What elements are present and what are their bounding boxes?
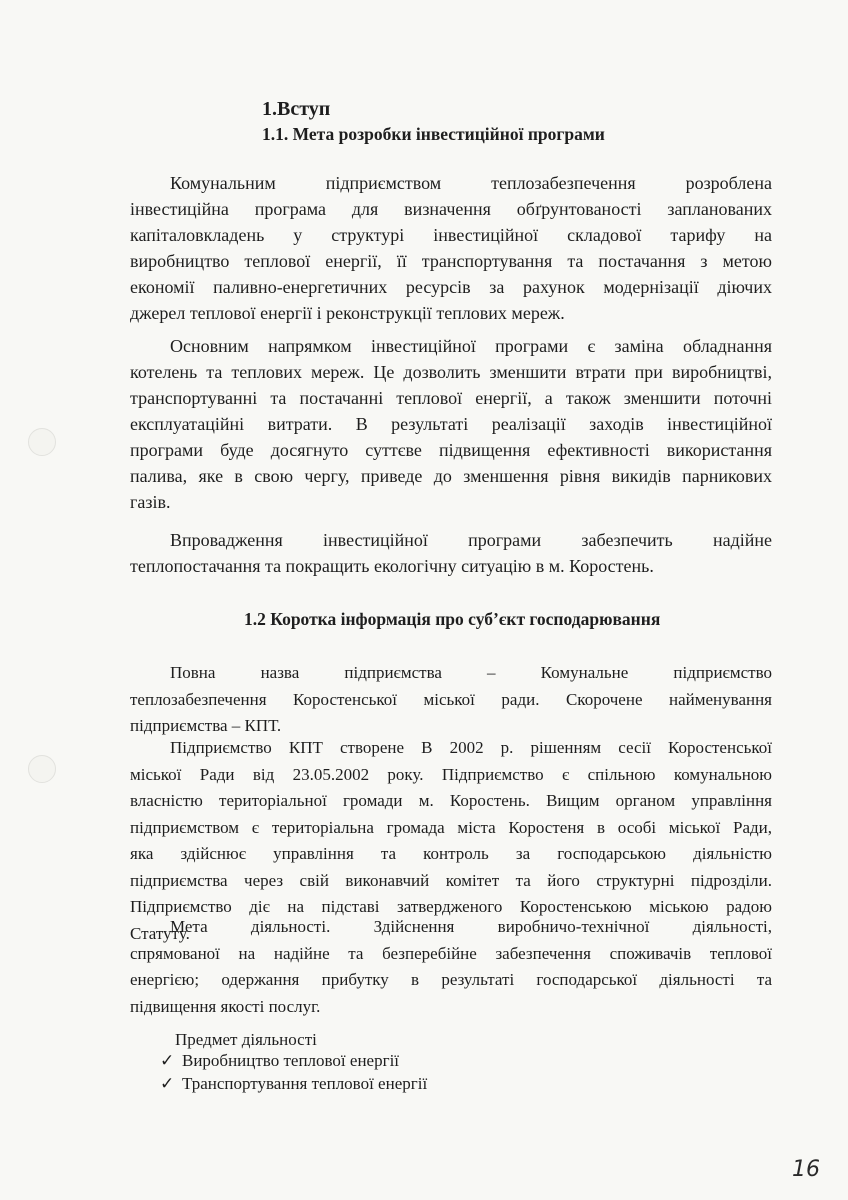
activity-subject-list <box>160 1049 427 1095</box>
text-line: Комунальним підприємством теплозабезпечення розроблена <box>170 173 772 193</box>
text-line: теплозабезпечення Коростенської міської ради. Скорочене найменування <box>130 689 772 709</box>
text-line: котелень та теплових мереж. Це дозволить зменшити втрати при виробництві, <box>130 362 772 382</box>
text-line: експлуатаційні витрати. В результаті реалізації заходів інвестиційної <box>130 414 772 434</box>
list-item-text: Виробництво теплової енергії <box>182 1051 400 1070</box>
text-line: підприємством є територіальна громада міста Коростеня в особі міської Ради, <box>130 817 772 837</box>
text-line: Статуту. <box>130 923 190 943</box>
check-icon: ✓ <box>160 1074 175 1093</box>
text-line: спрямованої на надійне та безперебійне забезпечення споживачів теплової <box>130 943 772 963</box>
text-line: виробництво теплової енергії, її транспортування та постачання з метою <box>130 251 772 271</box>
text-line: власністю територіальної громади м. Коростень. Вищим органом управління <box>130 791 772 810</box>
text-line: Основним напрямком інвестиційної програми є заміна обладнання <box>170 336 772 356</box>
text-line: газів. <box>130 492 171 512</box>
section-heading-1-2: 1.2 Коротка інформація про суб’єкт господарювання <box>244 609 661 629</box>
text-line: підприємства – КПТ. <box>130 716 282 735</box>
section-heading-main: 1.Вступ <box>262 98 331 120</box>
text-line: палива, яке в свою чергу, приведе до зменшення рівня викидів парникових <box>130 466 772 486</box>
paragraph <box>130 914 772 1020</box>
list-item <box>160 1049 427 1072</box>
activity-subject-label: Предмет діяльності <box>175 1030 317 1049</box>
text-line: Повна назва підприємства – Комунальне підприємство <box>170 663 772 682</box>
check-icon: ✓ <box>160 1051 175 1070</box>
list-item-text: Транспортування теплової енергії <box>182 1074 428 1093</box>
paragraph <box>130 333 772 515</box>
text-line: капіталовкладень у структурі інвестиційної складової тарифу на <box>130 225 772 245</box>
punch-hole <box>28 428 56 456</box>
text-line: теплопостачання та покращить екологічну ситуацію в м. Коростень. <box>130 556 654 576</box>
list-item <box>160 1072 427 1095</box>
text-line: Впровадження інвестиційної програми забезпечить надійне <box>170 530 772 550</box>
paragraph <box>130 527 772 579</box>
text-line: енергією; одержання прибутку в результаті господарської діяльності та <box>130 970 772 989</box>
text-line: підвищення якості послуг. <box>130 996 321 1016</box>
punch-hole <box>28 755 56 783</box>
text-line: програми буде досягнуто суттєве підвищення ефективності використання <box>130 440 772 460</box>
text-line: економії паливно-енергетичних ресурсів за рахунок модернізації діючих <box>130 277 772 297</box>
text-line: яка здійснює управління та контроль за господарською діяльністю <box>130 844 772 863</box>
page-number: 16 <box>792 1157 820 1182</box>
paragraph <box>130 660 772 740</box>
text-line: транспортуванні та постачанні теплової енергії, а також зменшити поточні <box>130 388 772 408</box>
text-line: Мета діяльності. Здійснення виробничо-технічної діяльності, <box>170 917 772 936</box>
paragraph <box>130 170 772 326</box>
text-line: інвестиційна програма для визначення обґрунтованості запланованих <box>130 199 772 219</box>
text-line: міської Ради від 23.05.2002 року. Підприємство є спільною комунальною <box>130 764 772 784</box>
section-heading-1-1: 1.1. Мета розробки інвестиційної програми <box>262 124 605 144</box>
text-line: Підприємство КПТ створене В 2002 р. рішенням сесії Коростенської <box>170 738 772 757</box>
text-line: підприємства через свій виконавчий комітет та його структурні підрозділи. <box>130 870 772 890</box>
text-line: Підприємство діє на підставі затвердженого Коростенською міською радою <box>130 897 772 916</box>
text-line: джерел теплової енергії і реконструкції теплових мереж. <box>130 303 565 323</box>
